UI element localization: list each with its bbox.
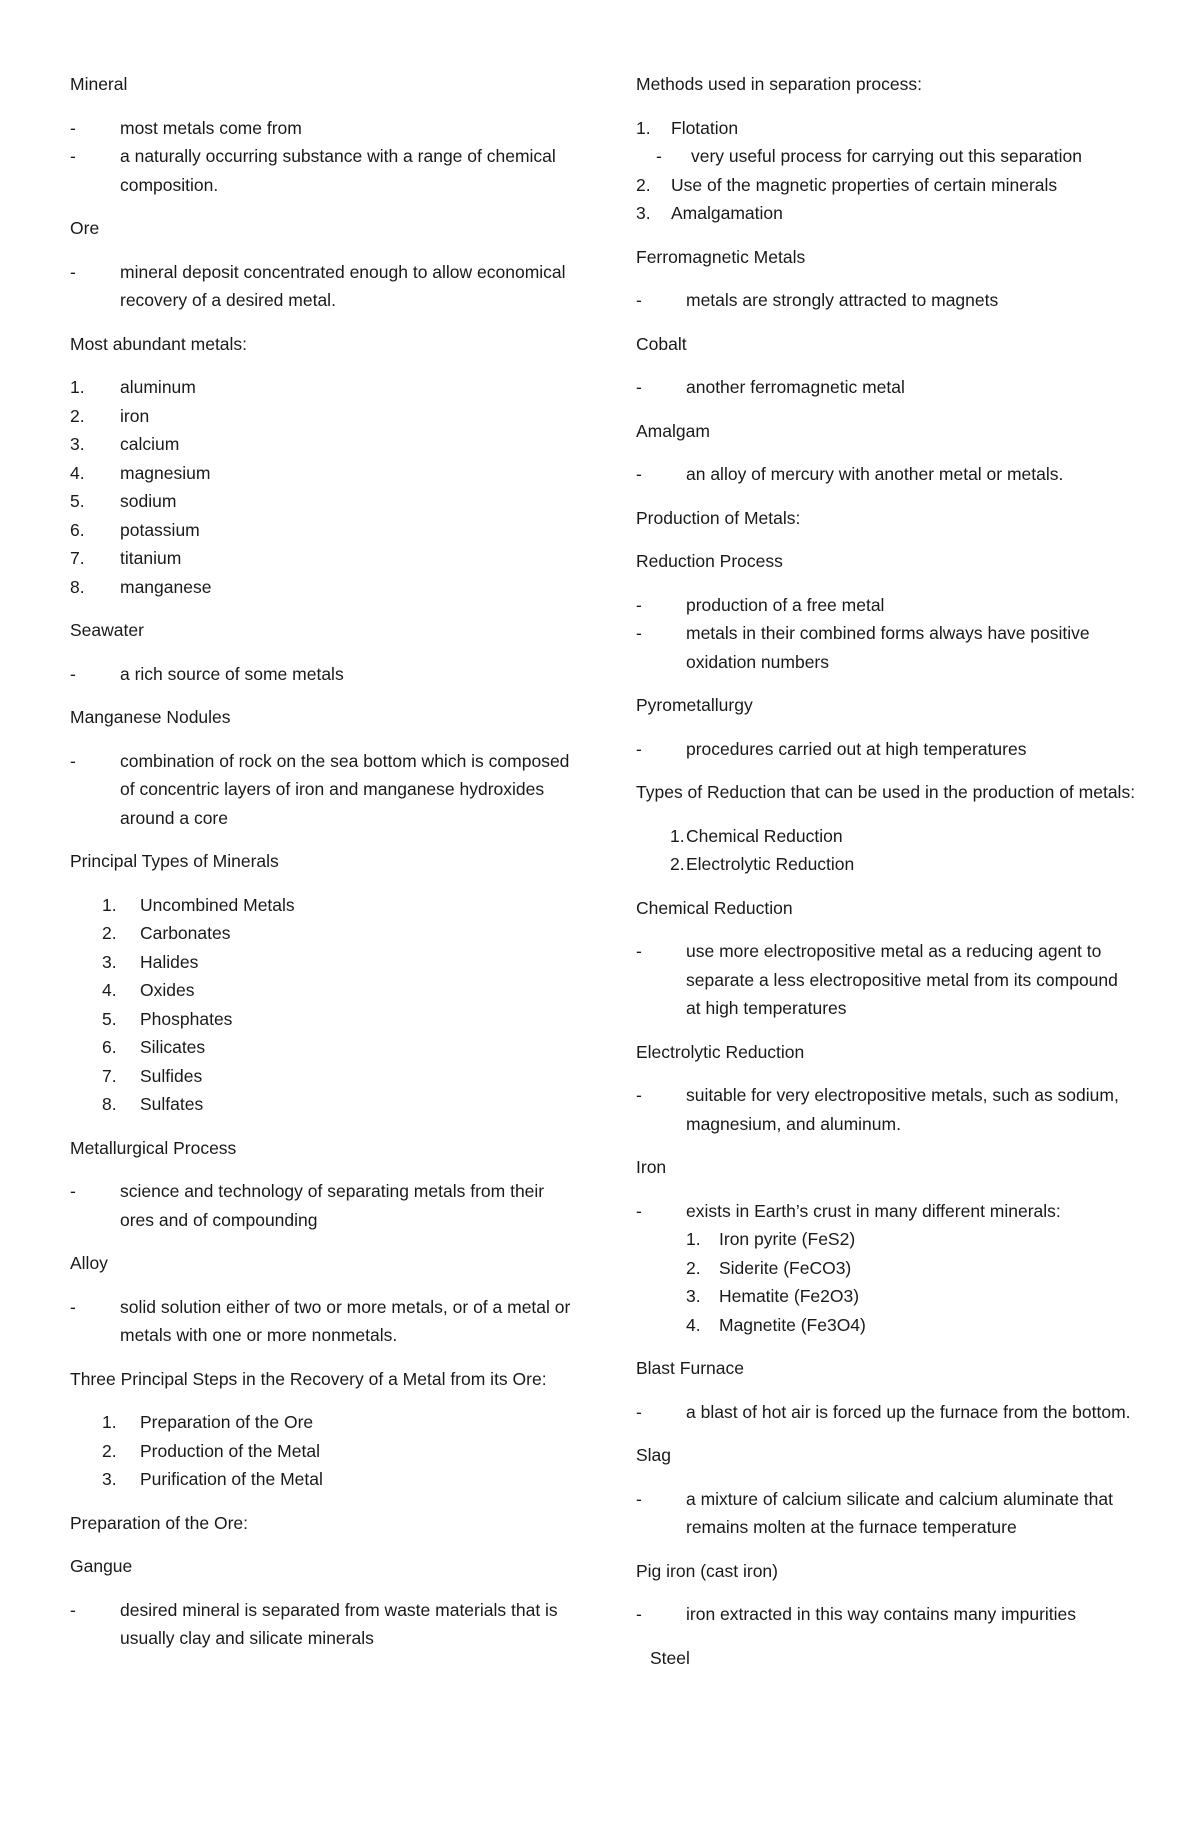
- steps-list: [70, 1408, 580, 1494]
- metallurgical-list: [70, 1177, 580, 1234]
- ore-list: [70, 258, 580, 315]
- list-item: - procedures carried out at high temperatures: [636, 735, 1136, 764]
- seawater-list: [70, 660, 580, 689]
- heading-electrolytic-reduction: Electrolytic Reduction: [636, 1041, 805, 1062]
- heading-ore: Ore: [70, 218, 100, 238]
- iron-list: [636, 1197, 1136, 1340]
- list-item: 8. manganese: [70, 576, 212, 597]
- chemical-list: [636, 937, 1136, 1023]
- list-item: 7. titanium: [70, 548, 182, 568]
- list-item: 8. Sulfates: [102, 1094, 204, 1114]
- heading-abundant-metals: Most abundant metals:: [70, 333, 248, 354]
- abundant-metals-list: [70, 373, 580, 601]
- list-item: 2. Electrolytic Reduction: [670, 854, 855, 874]
- mineral-list: [70, 114, 580, 200]
- heading-gangue: Gangue: [70, 1556, 133, 1576]
- list-item: - production of a free metal: [636, 591, 1136, 620]
- list-item: - combination of rock on the sea bottom which is composed of concentric layers of iron and manganese hydroxides around a core: [70, 747, 580, 833]
- heading-amalgam: Amalgam: [636, 420, 710, 441]
- heading-pig-iron: Pig iron (cast iron): [636, 1560, 778, 1581]
- list-item: 2. Production of the Metal: [102, 1440, 320, 1461]
- heading-ferromagnetic: Ferromagnetic Metals: [636, 246, 806, 267]
- list-item: 1. Iron pyrite (FeS2): [686, 1229, 856, 1249]
- list-item: 6. Silicates: [102, 1037, 206, 1057]
- alloy-list: [70, 1293, 580, 1350]
- pyro-list: [636, 735, 1136, 764]
- left-column: [70, 70, 580, 1668]
- heading-principal-types: Principal Types of Minerals: [70, 851, 279, 871]
- slag-list: [636, 1485, 1136, 1542]
- heading-slag: Slag: [636, 1445, 672, 1465]
- heading-mineral: Mineral: [70, 74, 128, 94]
- list-item: - another ferromagnetic metal: [636, 373, 1136, 402]
- heading-manganese-nodules: Manganese Nodules: [70, 707, 231, 727]
- heading-steel: Steel: [650, 1647, 690, 1668]
- gangue-list: [70, 1596, 580, 1653]
- list-item: 6. potassium: [70, 519, 200, 540]
- list-item: 1. Flotation - very useful process for carrying out this separation: [636, 114, 1136, 171]
- list-item: - science and technology of separating metals from their ores and of compounding: [70, 1177, 580, 1234]
- list-item: 5. sodium: [70, 491, 177, 511]
- pig-iron-list: [636, 1600, 1136, 1629]
- electrolytic-list: [636, 1081, 1136, 1138]
- list-item: - iron extracted in this way contains many impurities: [636, 1600, 1136, 1629]
- list-item: 7. Sulfides: [102, 1065, 203, 1086]
- list-item: 1. aluminum: [70, 377, 196, 397]
- list-item: - a mixture of calcium silicate and calcium aluminate that remains molten at the furnace temperature: [636, 1485, 1136, 1542]
- separation-methods-list: [636, 114, 1136, 228]
- list-item: 5. Phosphates: [102, 1008, 233, 1029]
- list-item: 2. Siderite (FeCO3): [686, 1257, 852, 1278]
- ferro-list: [636, 286, 1136, 315]
- heading-alloy: Alloy: [70, 1253, 108, 1273]
- list-item: - suitable for very electropositive metals, such as sodium, magnesium, and aluminum.: [636, 1081, 1136, 1138]
- flotation-sublist: [671, 142, 1136, 171]
- list-item: - use more electropositive metal as a reducing agent to separate a less electropositive metal from its compound at high temperatures: [636, 937, 1136, 1023]
- right-column: [636, 70, 1136, 1687]
- heading-chemical-reduction: Chemical Reduction: [636, 897, 793, 918]
- list-item: 3. calcium: [70, 434, 180, 454]
- heading-types-of-reduction: Types of Reduction that can be used in the production of metals:: [636, 782, 1136, 802]
- heading-reduction-process: Reduction Process: [636, 551, 783, 571]
- heading-production: Production of Metals:: [636, 507, 801, 528]
- list-item: - a naturally occurring substance with a range of chemical composition.: [70, 142, 580, 199]
- list-item: 3. Hematite (Fe2O3): [686, 1286, 860, 1306]
- cobalt-list: [636, 373, 1136, 402]
- list-item: 2. iron: [70, 405, 150, 426]
- list-item: 4. Oxides: [102, 980, 195, 1000]
- list-item: - most metals come from: [70, 114, 580, 143]
- list-item: 4. Magnetite (Fe3O4): [686, 1314, 866, 1335]
- list-item: - solid solution either of two or more metals, or of a metal or metals with one or more nonmetals.: [70, 1293, 580, 1350]
- list-item: 1. Chemical Reduction: [670, 825, 843, 846]
- iron-minerals-list: [686, 1225, 1136, 1339]
- heading-three-steps: Three Principal Steps in the Recovery of a Metal from its Ore:: [70, 1368, 547, 1389]
- list-item: - an alloy of mercury with another metal or metals.: [636, 460, 1136, 489]
- list-item: 1. Uncombined Metals: [102, 894, 295, 915]
- heading-cobalt: Cobalt: [636, 333, 687, 354]
- list-item: - metals are strongly attracted to magnets: [636, 286, 1136, 315]
- list-item: - mineral deposit concentrated enough to allow economical recovery of a desired metal.: [70, 258, 580, 315]
- list-item: 2. Carbonates: [102, 923, 231, 943]
- reduction-list: [636, 591, 1136, 677]
- list-item: 3. Purification of the Metal: [102, 1469, 323, 1489]
- mineral-types-list: [70, 891, 580, 1119]
- list-item: - very useful process for carrying out this separation: [656, 142, 1136, 171]
- blast-list: [636, 1398, 1136, 1427]
- list-item: - exists in Earth’s crust in many different minerals: 1. Iron pyrite (FeS2) 2. Siderite (FeCO3) 3. Hematite (Fe2O3) 4. Magnetite (Fe3O4): [636, 1197, 1136, 1340]
- list-item: - a blast of hot air is forced up the furnace from the bottom.: [636, 1398, 1136, 1427]
- heading-seawater: Seawater: [70, 620, 144, 640]
- list-item: 1. Preparation of the Ore: [102, 1412, 314, 1432]
- reduction-types-list: [636, 822, 1136, 879]
- list-item: 2. Use of the magnetic properties of certain minerals: [636, 174, 1058, 195]
- heading-pyrometallurgy: Pyrometallurgy: [636, 695, 753, 715]
- heading-separation-methods: Methods used in separation process:: [636, 74, 922, 94]
- list-item: - metals in their combined forms always have positive oxidation numbers: [636, 619, 1136, 676]
- list-item: 3. Halides: [102, 951, 199, 972]
- heading-metallurgical-process: Metallurgical Process: [70, 1137, 237, 1158]
- list-item: - desired mineral is separated from waste materials that is usually clay and silicate minerals: [70, 1596, 580, 1653]
- list-item: - a rich source of some metals: [70, 660, 580, 689]
- heading-iron: Iron: [636, 1157, 667, 1177]
- list-item: 4. magnesium: [70, 462, 211, 483]
- heading-preparation: Preparation of the Ore:: [70, 1512, 249, 1533]
- amalgam-list: [636, 460, 1136, 489]
- nodules-list: [70, 747, 580, 833]
- heading-blast-furnace: Blast Furnace: [636, 1358, 744, 1378]
- list-item: 3. Amalgamation: [636, 203, 783, 223]
